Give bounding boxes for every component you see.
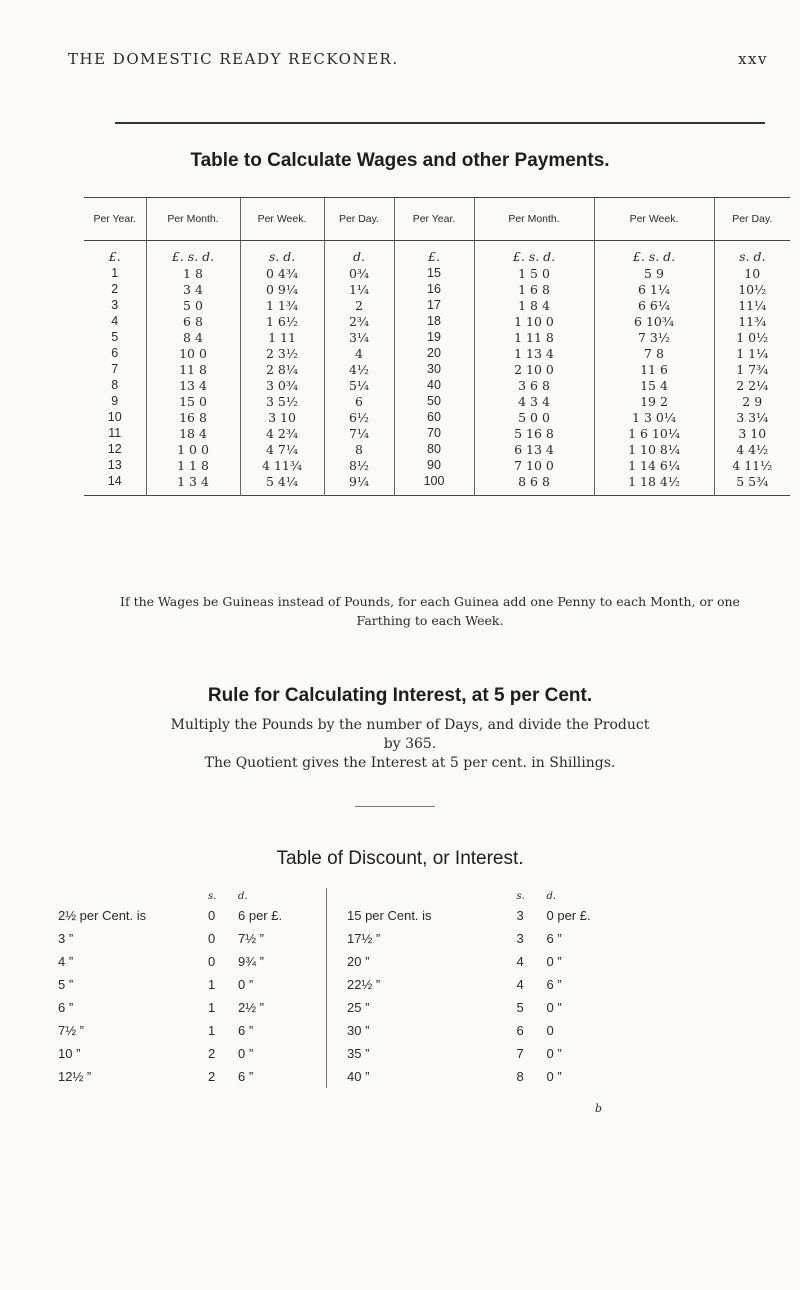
table-row bbox=[84, 329, 790, 345]
units-row bbox=[84, 241, 790, 266]
table-cell: 10 bbox=[107, 410, 122, 424]
table-cell: 1 bbox=[111, 266, 119, 280]
list-item bbox=[327, 973, 627, 996]
rate-label: 20 ” bbox=[347, 954, 370, 969]
unit-cell: £. s. d. bbox=[474, 241, 594, 266]
rate-label: 22½ ” bbox=[347, 977, 381, 992]
table-cell: 3 bbox=[111, 298, 119, 312]
table-cell: 5 0 bbox=[146, 297, 240, 313]
table-cell: 6 1¼ bbox=[594, 281, 714, 297]
table-cell: 1 14 6¼ bbox=[594, 457, 714, 473]
table-cell: 2 bbox=[111, 282, 119, 296]
table-cell: 19 2 bbox=[594, 393, 714, 409]
pence-value: 0 ” bbox=[546, 1000, 562, 1015]
table-row bbox=[84, 425, 790, 441]
table-cell: 16 8 bbox=[146, 409, 240, 425]
table-cell: 1 13 4 bbox=[474, 345, 594, 361]
unit-spacer bbox=[58, 888, 208, 904]
rate-label: 12½ ” bbox=[58, 1069, 92, 1084]
table-cell: 6 6¼ bbox=[594, 297, 714, 313]
table-cell: 11 bbox=[108, 426, 122, 440]
header-rule bbox=[115, 122, 765, 124]
table-cell: 2 3½ bbox=[240, 345, 324, 361]
table-cell: 13 4 bbox=[146, 377, 240, 393]
table-cell: 7 10 0 bbox=[474, 457, 594, 473]
rule-line-3: The Quotient gives the Interest at 5 per cent. in Shillings. bbox=[204, 755, 616, 771]
table-cell: 11¾ bbox=[714, 313, 790, 329]
table-cell: 1 8 4 bbox=[474, 297, 594, 313]
unit-cell: s. d. bbox=[714, 241, 790, 266]
table-row bbox=[84, 457, 790, 473]
table-cell: 4 11½ bbox=[714, 457, 790, 473]
table-row bbox=[84, 473, 790, 496]
table-cell: 100 bbox=[394, 473, 474, 496]
table-cell: 1 8 bbox=[146, 265, 240, 281]
table-row bbox=[84, 441, 790, 457]
table-cell: 0 9¼ bbox=[240, 281, 324, 297]
unit-cell: £. s. d. bbox=[146, 241, 240, 266]
table-cell: 1 3 0¼ bbox=[594, 409, 714, 425]
shillings-value: 3 bbox=[516, 908, 524, 923]
table-cell: 2 2¼ bbox=[714, 377, 790, 393]
table-cell: 3 10 bbox=[714, 425, 790, 441]
discount-table-title: Table of Discount, or Interest. bbox=[276, 848, 524, 869]
table-cell: 6 10¾ bbox=[594, 313, 714, 329]
table-cell: 6 bbox=[324, 393, 394, 409]
table-cell: 1 6 10¼ bbox=[594, 425, 714, 441]
table-cell: 1 6 8 bbox=[474, 281, 594, 297]
table-cell: 1 1 8 bbox=[146, 457, 240, 473]
table-cell: 4 7¼ bbox=[240, 441, 324, 457]
table-cell: 30 bbox=[394, 361, 474, 377]
unit-shillings: s. bbox=[516, 890, 525, 902]
table-cell: 1 11 bbox=[240, 329, 324, 345]
table-cell: 14 bbox=[107, 474, 122, 488]
column-header: Per Day. bbox=[714, 198, 790, 241]
signature-mark: b bbox=[595, 1102, 603, 1115]
rate-label: 3 ” bbox=[58, 931, 74, 946]
list-item bbox=[327, 1042, 627, 1065]
table-cell: 3 5½ bbox=[240, 393, 324, 409]
shillings-value: 0 bbox=[208, 954, 216, 969]
table-cell: 0 4¾ bbox=[240, 265, 324, 281]
table-cell: 80 bbox=[394, 441, 474, 457]
discount-table-right bbox=[326, 888, 627, 1088]
table-cell: 10½ bbox=[714, 281, 790, 297]
table-cell: 1 6½ bbox=[240, 313, 324, 329]
list-item bbox=[58, 1065, 318, 1088]
table-cell: 10 bbox=[714, 265, 790, 281]
table-cell: 8 bbox=[324, 441, 394, 457]
table-cell: 3 3¼ bbox=[714, 409, 790, 425]
table-cell: 11 6 bbox=[594, 361, 714, 377]
rate-label: 15 per Cent. is bbox=[347, 908, 432, 923]
shillings-value: 2 bbox=[208, 1046, 216, 1061]
table-cell: 7 8 bbox=[594, 345, 714, 361]
wages-table bbox=[84, 197, 790, 496]
table-row bbox=[84, 393, 790, 409]
column-header: Per Month. bbox=[474, 198, 594, 241]
table-cell: 1 5 0 bbox=[474, 265, 594, 281]
column-header: Per Week. bbox=[240, 198, 324, 241]
shillings-value: 1 bbox=[208, 977, 216, 992]
table-cell: 10 0 bbox=[146, 345, 240, 361]
section-divider bbox=[355, 806, 435, 807]
column-header: Per Day. bbox=[324, 198, 394, 241]
table-cell: 2 10 0 bbox=[474, 361, 594, 377]
list-item bbox=[58, 1019, 318, 1042]
pence-value: 0 ” bbox=[546, 1046, 562, 1061]
pence-value: 2½ ” bbox=[238, 1000, 265, 1015]
table-cell: 5 5¾ bbox=[714, 473, 790, 496]
rate-label: 35 ” bbox=[347, 1046, 370, 1061]
table-cell: 11¼ bbox=[714, 297, 790, 313]
rule-line-1: Multiply the Pounds by the number of Days, and divide the Product bbox=[170, 717, 650, 733]
table-cell: 1 0 0 bbox=[146, 441, 240, 457]
rate-label: 5 ” bbox=[58, 977, 74, 992]
table-row bbox=[84, 265, 790, 281]
table-cell: 13 bbox=[107, 458, 122, 472]
list-item bbox=[327, 927, 627, 950]
table-cell: 1 10 8¼ bbox=[594, 441, 714, 457]
table-cell: 50 bbox=[394, 393, 474, 409]
table-cell: 7¼ bbox=[324, 425, 394, 441]
discount-table-left bbox=[58, 888, 318, 1088]
table-cell: 12 bbox=[107, 442, 122, 456]
table-cell: 15 4 bbox=[594, 377, 714, 393]
pence-value: 0 ” bbox=[238, 977, 254, 992]
rate-label: 10 ” bbox=[58, 1046, 81, 1061]
table-cell: 2 bbox=[324, 297, 394, 313]
rate-label: 2½ per Cent. is bbox=[58, 908, 147, 923]
unit-cell: d. bbox=[324, 241, 394, 266]
table-cell: 4 bbox=[111, 314, 119, 328]
table-cell: 2 8¼ bbox=[240, 361, 324, 377]
table-cell: 5 4¼ bbox=[240, 473, 324, 496]
table-cell: 19 bbox=[394, 329, 474, 345]
table-cell: 1¼ bbox=[324, 281, 394, 297]
pence-value: 6 ” bbox=[546, 977, 562, 992]
shillings-value: 4 bbox=[516, 977, 524, 992]
units-row bbox=[58, 888, 318, 904]
list-item bbox=[58, 950, 318, 973]
table-cell: 18 4 bbox=[146, 425, 240, 441]
wages-table-title: Table to Calculate Wages and other Payments. bbox=[190, 150, 610, 171]
table-cell: 8 bbox=[111, 378, 119, 392]
table-cell: 1 1¾ bbox=[240, 297, 324, 313]
table-row bbox=[84, 377, 790, 393]
wages-body bbox=[84, 241, 790, 496]
interest-rule-text bbox=[60, 716, 760, 773]
table-cell: 15 bbox=[394, 265, 474, 281]
shillings-value: 0 bbox=[208, 931, 216, 946]
table-cell: 1 10 0 bbox=[474, 313, 594, 329]
shillings-value: 5 bbox=[516, 1000, 524, 1015]
table-row bbox=[84, 361, 790, 377]
table-row bbox=[84, 281, 790, 297]
table-cell: 3¼ bbox=[324, 329, 394, 345]
pence-value: 6 ” bbox=[238, 1023, 254, 1038]
rate-label: 4 ” bbox=[58, 954, 74, 969]
table-cell: 3 0¾ bbox=[240, 377, 324, 393]
pence-value: 6 ” bbox=[546, 931, 562, 946]
table-cell: 1 7¾ bbox=[714, 361, 790, 377]
table-cell: 70 bbox=[394, 425, 474, 441]
unit-cell: £. bbox=[394, 241, 474, 266]
rule-line-2: by 365. bbox=[383, 736, 437, 752]
table-row bbox=[84, 313, 790, 329]
table-cell: 5¼ bbox=[324, 377, 394, 393]
table-cell: 4 11¾ bbox=[240, 457, 324, 473]
table-cell: 7 bbox=[111, 362, 119, 376]
table-cell: 4 bbox=[324, 345, 394, 361]
table-cell: 3 6 8 bbox=[474, 377, 594, 393]
table-cell: 90 bbox=[394, 457, 474, 473]
table-row bbox=[84, 297, 790, 313]
table-cell: 40 bbox=[394, 377, 474, 393]
list-item bbox=[58, 927, 318, 950]
column-header: Per Month. bbox=[146, 198, 240, 241]
shillings-value: 4 bbox=[516, 954, 524, 969]
pence-value: 6 ” bbox=[238, 1069, 254, 1084]
table-cell: 5 0 0 bbox=[474, 409, 594, 425]
pence-value: 6 per £. bbox=[238, 908, 283, 923]
table-cell: 5 9 bbox=[594, 265, 714, 281]
shillings-value: 6 bbox=[516, 1023, 524, 1038]
rate-label: 25 ” bbox=[347, 1000, 370, 1015]
list-item bbox=[58, 904, 318, 927]
table-cell: 6 bbox=[111, 346, 119, 360]
shillings-value: 7 bbox=[516, 1046, 524, 1061]
table-cell: 1 3 4 bbox=[146, 473, 240, 496]
table-row bbox=[84, 409, 790, 425]
shillings-value: 8 bbox=[516, 1069, 524, 1084]
table-cell: 3 4 bbox=[146, 281, 240, 297]
table-cell: 20 bbox=[394, 345, 474, 361]
table-cell: 7 3½ bbox=[594, 329, 714, 345]
table-cell: 6 13 4 bbox=[474, 441, 594, 457]
rate-label: 17½ ” bbox=[347, 931, 381, 946]
table-row bbox=[84, 345, 790, 361]
table-cell: 5 16 8 bbox=[474, 425, 594, 441]
list-item bbox=[327, 950, 627, 973]
column-header: Per Year. bbox=[394, 198, 474, 241]
table-cell: 17 bbox=[394, 297, 474, 313]
table-cell: 16 bbox=[394, 281, 474, 297]
rate-label: 7½ ” bbox=[58, 1023, 85, 1038]
rate-label: 30 ” bbox=[347, 1023, 370, 1038]
pence-value: 0 per £. bbox=[546, 908, 591, 923]
unit-spacer bbox=[327, 888, 517, 904]
shillings-value: 0 bbox=[208, 908, 216, 923]
running-title: THE DOMESTIC READY RECKONER. bbox=[68, 50, 399, 68]
pence-value: 0 ” bbox=[238, 1046, 254, 1061]
list-item bbox=[58, 1042, 318, 1065]
table-cell: 6½ bbox=[324, 409, 394, 425]
unit-cell: £. bbox=[108, 248, 121, 264]
table-cell: 1 0½ bbox=[714, 329, 790, 345]
column-header: Per Week. bbox=[594, 198, 714, 241]
table-cell: 8½ bbox=[324, 457, 394, 473]
list-item bbox=[327, 904, 627, 927]
shillings-value: 2 bbox=[208, 1069, 216, 1084]
table-cell: 2¾ bbox=[324, 313, 394, 329]
table-cell: 9 bbox=[111, 394, 119, 408]
table-cell: 2 9 bbox=[714, 393, 790, 409]
list-item bbox=[327, 996, 627, 1019]
unit-pence: d. bbox=[546, 890, 557, 902]
rate-label: 40 ” bbox=[347, 1069, 370, 1084]
table-cell: 1 1¼ bbox=[714, 345, 790, 361]
table-cell: 15 0 bbox=[146, 393, 240, 409]
shillings-value: 3 bbox=[516, 931, 524, 946]
list-item bbox=[58, 973, 318, 996]
pence-value: 7½ ” bbox=[238, 931, 265, 946]
table-cell: 4 2¾ bbox=[240, 425, 324, 441]
list-item bbox=[327, 1019, 627, 1042]
list-item bbox=[327, 1065, 627, 1088]
table-cell: 1 11 8 bbox=[474, 329, 594, 345]
wages-header-row bbox=[84, 198, 790, 241]
unit-shillings: s. bbox=[208, 890, 217, 902]
pence-value: 0 bbox=[546, 1023, 554, 1038]
shillings-value: 1 bbox=[208, 1000, 216, 1015]
table-cell: 4 3 4 bbox=[474, 393, 594, 409]
table-cell: 4½ bbox=[324, 361, 394, 377]
table-cell: 60 bbox=[394, 409, 474, 425]
table-cell: 3 10 bbox=[240, 409, 324, 425]
table-cell: 0¾ bbox=[324, 265, 394, 281]
column-header: Per Year. bbox=[84, 198, 146, 241]
units-row bbox=[327, 888, 627, 904]
guineas-note: If the Wages be Guineas instead of Pounds, for each Guinea add one Penny to each Month, or one Farthing to each Week. bbox=[120, 594, 740, 628]
unit-cell: s. d. bbox=[240, 241, 324, 266]
pence-value: 9¾ ” bbox=[238, 954, 265, 969]
rate-label: 6 ” bbox=[58, 1000, 74, 1015]
interest-rule-title: Rule for Calculating Interest, at 5 per Cent. bbox=[207, 685, 593, 706]
table-cell: 18 bbox=[394, 313, 474, 329]
table-cell: 5 bbox=[111, 330, 119, 344]
unit-pence: d. bbox=[238, 890, 248, 902]
table-cell: 9¼ bbox=[324, 473, 394, 496]
unit-cell: £. s. d. bbox=[594, 241, 714, 266]
table-cell: 4 4½ bbox=[714, 441, 790, 457]
pence-value: 0 ” bbox=[546, 1069, 562, 1084]
table-cell: 6 8 bbox=[146, 313, 240, 329]
pence-value: 0 ” bbox=[546, 954, 562, 969]
table-cell: 1 18 4½ bbox=[594, 473, 714, 496]
table-cell: 8 4 bbox=[146, 329, 240, 345]
table-cell: 11 8 bbox=[146, 361, 240, 377]
table-cell: 8 6 8 bbox=[474, 473, 594, 496]
list-item bbox=[58, 996, 318, 1019]
shillings-value: 1 bbox=[208, 1023, 216, 1038]
page-number: xxv bbox=[738, 50, 768, 68]
